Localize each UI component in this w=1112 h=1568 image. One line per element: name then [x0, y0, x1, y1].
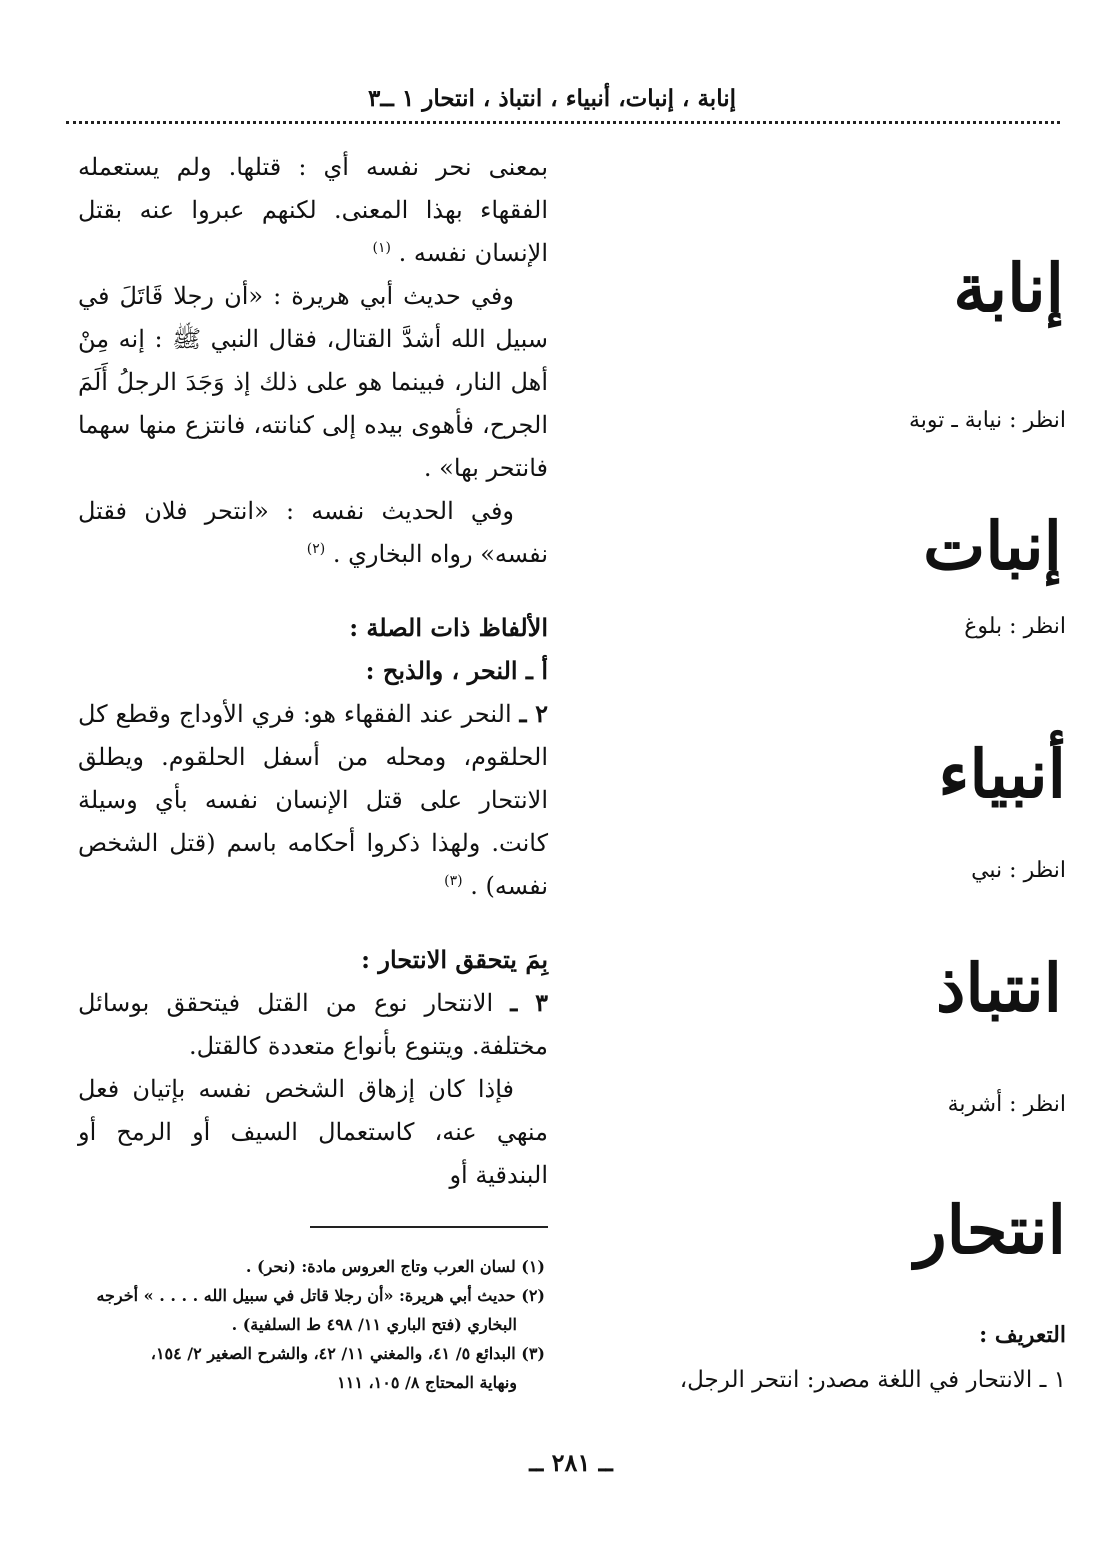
header-dotted-rule	[66, 121, 1060, 124]
footnotes	[90, 1252, 545, 1397]
body-column	[78, 146, 548, 1197]
footnote-2-continued: البخاري (فتح الباري ١١/ ٤٩٨ ط السلفية) .	[231, 1315, 517, 1334]
footnote-2: (٢) حديث أبي هريرة: «أن رجلا قاتل في سبيل الله . . . . » أخرجه	[96, 1286, 545, 1305]
paragraph	[78, 981, 548, 1068]
definition-heading: التعريف :	[979, 1322, 1066, 1348]
headword: انتباذ	[935, 949, 1062, 1027]
paragraph	[78, 490, 548, 576]
footnote-ref: (٢)	[306, 541, 326, 557]
paragraph-text: بمعنى نحر نفسه أي : قتلها. ولم يستعمله الفقهاء بهذا المعنى. لكنهم عبروا عنه بقتل الإنسان نفسه .	[78, 153, 549, 267]
entry-anbiya	[596, 734, 1066, 914]
page-number: ــ ٢٨١ ــ	[529, 1448, 613, 1477]
see-also: انظر : بلوغ	[964, 614, 1066, 639]
paragraph-number: ٣ ـ	[510, 988, 548, 1017]
paragraph-text: وفي الحديث نفسه : «انتحر فلان فقتل نفسه» رواه البخاري .	[78, 497, 548, 568]
footnote-ref: (٣)	[444, 873, 463, 889]
entry-inbat	[596, 506, 1066, 666]
footnote-rule	[310, 1226, 548, 1228]
entry-inaba	[596, 248, 1066, 448]
headword-column	[596, 130, 1066, 1440]
paragraph-text: الانتحار نوع من القتل فيتحقق بوسائل مختلفة. ويتنوع بأنواع متعددة كالقتل.	[78, 989, 548, 1060]
footnote-1: (١) لسان العرب وتاج العروس مادة: (نحر) .	[245, 1257, 545, 1276]
section-heading: الألفاظ ذات الصلة :	[349, 613, 548, 642]
see-also: انظر : نيابة ـ توبة	[908, 408, 1066, 433]
headword: إنبات	[923, 507, 1062, 585]
paragraph-text: النحر عند الفقهاء هو: فري الأوداج وقطع كل الحلقوم، ومحله من أسفل الحلقوم. ويطلق الانتحار على قتل الإنسان نفسه بأي وسيلة كانت. ولهذا ذكروا أحكامه باسم (قتل الشخص نفسه) .	[78, 700, 548, 900]
headword: انتحار	[914, 1191, 1066, 1269]
headword: إنابة	[953, 249, 1064, 327]
see-also: انظر : نبي	[971, 858, 1066, 883]
subsection-heading: أ ـ النحر ، والذبح :	[365, 656, 548, 685]
paragraph: وفي حديث أبي هريرة : «أن رجلا قَاتَلَ في سبيل الله أشدَّ القتال، فقال النبي ﷺ : إنه مِنْ أهل النار، فبينما هو على ذلك إذ وَجَدَ الرجلُ أَلَمَ الجرح، فأهوى بيده إلى كنانته، فانتزع منها سهما فانتحر بها» .	[78, 282, 548, 482]
entry-intibadh	[596, 948, 1066, 1128]
entry-intihar	[596, 1190, 1066, 1440]
section-heading: بِمَ يتحقق الانتحار :	[361, 945, 548, 974]
footnote-3-continued: ونهاية المحتاج ٨/ ١٠٥، ١١١	[337, 1373, 517, 1392]
definition-text: ١ ـ الانتحار في اللغة مصدر: انتحر الرجل،	[679, 1367, 1066, 1393]
running-header: إنابة ، إنبات، أنبياء ، انتباذ ، انتحار ١ ــ٣	[368, 85, 736, 112]
paragraph	[78, 146, 548, 275]
headword: أنبياء	[938, 735, 1066, 813]
paragraph-number: ٢ ـ	[519, 699, 549, 728]
footnote-ref: (١)	[372, 240, 391, 256]
paragraph	[78, 692, 548, 908]
paragraph: فإذا كان إزهاق الشخص نفسه بإتيان فعل منهي عنه، كاستعمال السيف أو الرمح أو البندقية أو	[78, 1075, 548, 1189]
see-also: انظر : أشربة	[947, 1092, 1066, 1117]
footnote-3: (٣) البدائع ٥/ ٤١، والمغني ١١/ ٤٢، والشرح الصغير ٢/ ١٥٤،	[150, 1344, 545, 1363]
